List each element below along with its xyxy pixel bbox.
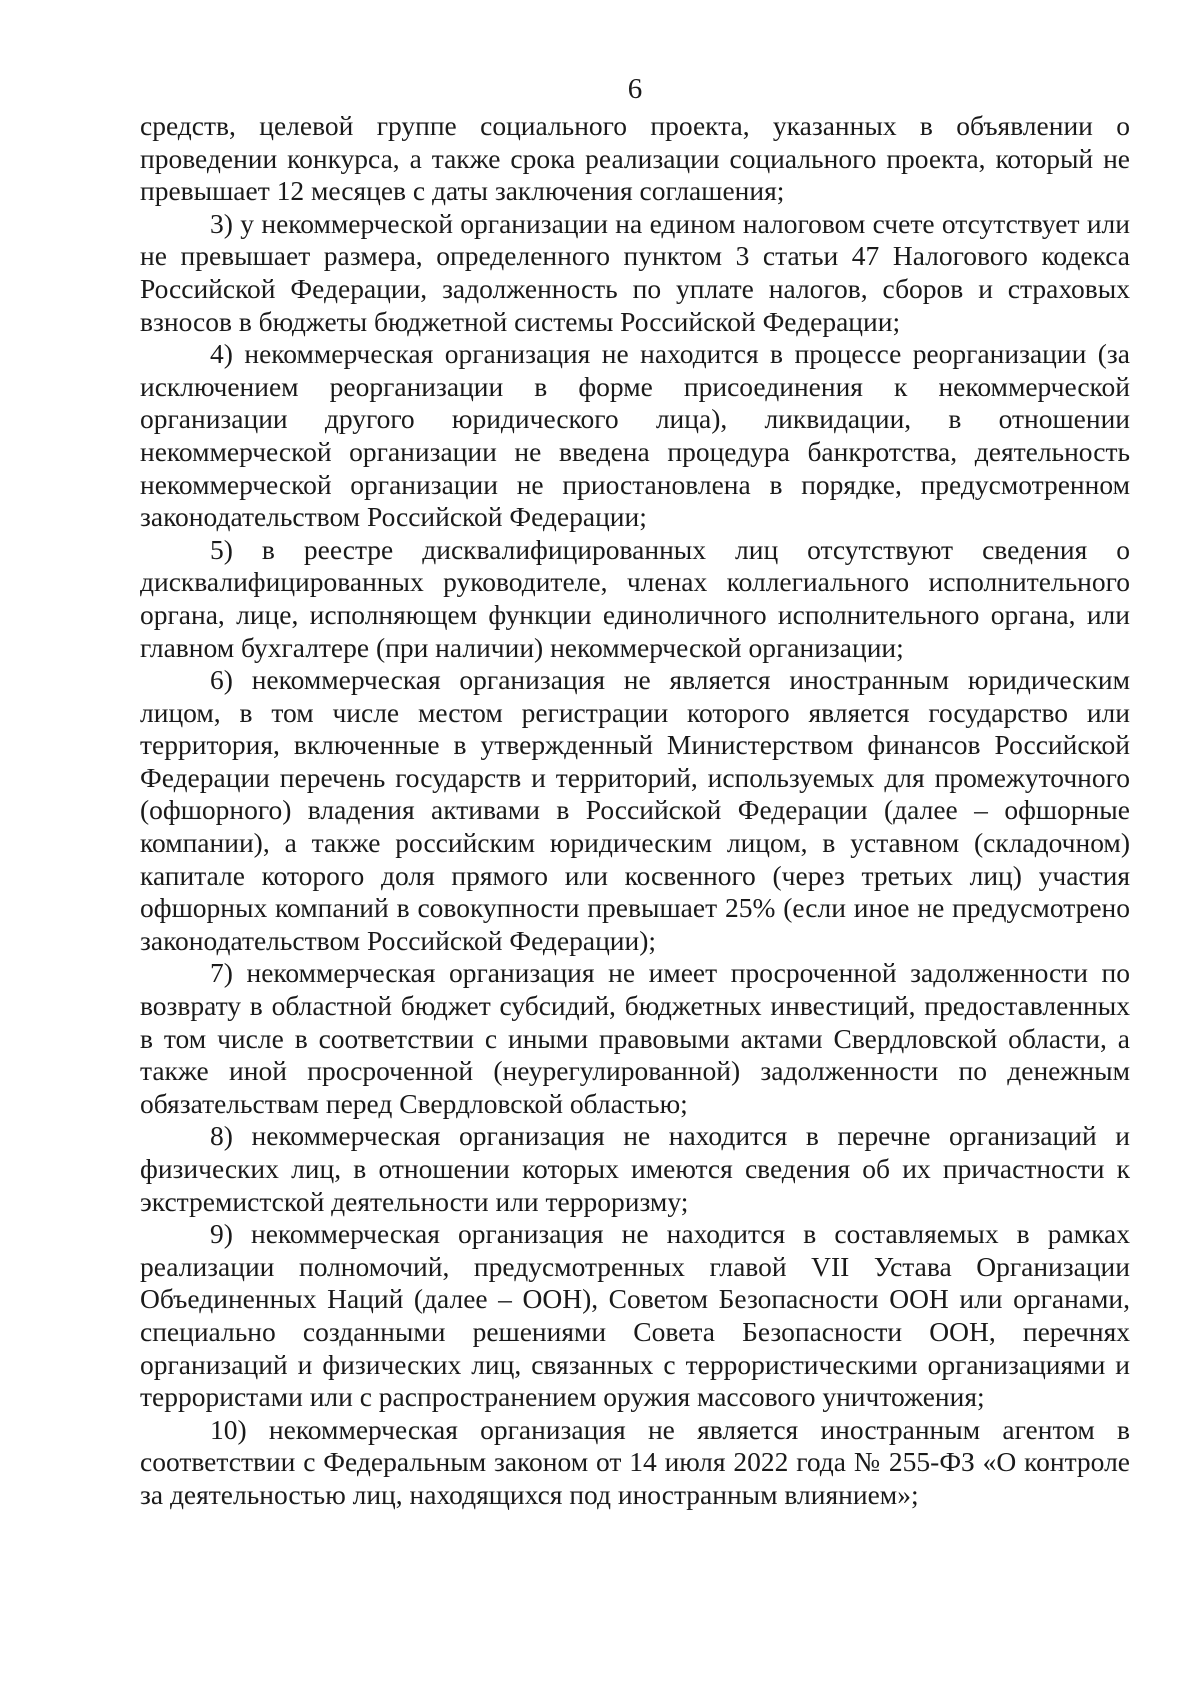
paragraph-item-3: 3) у некоммерческой организации на едином налоговом счете отсутствует или не превышает размера, определенного пунктом 3 статьи 47 Налогового кодекса Российской Федерации, задолженность по уплате налогов, сборов и страховых взносов в бюджеты бюджетной системы Российской Федерации; <box>140 207 1130 337</box>
page-number: 6 <box>627 73 643 105</box>
paragraph-item-7: 7) некоммерческая организация не имеет просроченной задолженности по возврату в областной бюджет субсидий, бюджетных инвестиций, предоставленных в том числе в соответствии с иными правовыми актами Свердловской области, а также иной просроченной (неурегулированной) задолженности по денежным обязательствам перед Свердловской областью; <box>140 957 1130 1119</box>
paragraph-continuation: средств, целевой группе социального проекта, указанных в объявлении о проведении конкурса, а также срока реализации социального проекта, который не превышает 12 месяцев с даты заключения соглашения; <box>140 110 1130 207</box>
paragraph-item-4: 4) некоммерческая организация не находится в процессе реорганизации (за исключением реорганизации в форме присоединения к некоммерческой организации другого юридического лица), ликвидации, в отношении некоммерческой организации не введена процедура банкротства, деятельность некоммерческой организации не приостановлена в порядке, предусмотренном законодательством Российской Федерации; <box>140 338 1130 533</box>
paragraph-item-6: 6) некоммерческая организация не является иностранным юридическим лицом, в том числе местом регистрации которого является государство или территория, включенные в утвержденный Министерством финансов Российской Федерации перечень государств и территорий, используемых для промежуточного (офшорного) владения активами в Российской Федерации (далее – офшорные компании), а также российским юридическим лицом, в уставном (складочном) капитале которого доля прямого или косвенного (через третьих лиц) участия офшорных компаний в совокупности превышает 25% (если иное не предусмотрено законодательством Российской Федерации); <box>140 664 1130 956</box>
document-body <box>140 110 1130 1512</box>
paragraph-item-8: 8) некоммерческая организация не находится в перечне организаций и физических лиц, в отношении которых имеются сведения об их причастности к экстремистской деятельности или терроризму; <box>140 1120 1130 1217</box>
paragraph-item-5: 5) в реестре дисквалифицированных лиц отсутствуют сведения о дисквалифицированных руководителе, членах коллегиального исполнительного органа, лице, исполняющем функции единоличного исполнительного органа, или главном бухгалтере (при наличии) некоммерческой организации; <box>140 533 1130 663</box>
paragraph-item-9: 9) некоммерческая организация не находится в составляемых в рамках реализации полномочий, предусмотренных главой VII Устава Организации Объединенных Наций (далее – ООН), Советом Безопасности ООН или органами, специально созданными решениями Совета Безопасности ООН, перечнях организаций и физических лиц, связанных с террористическими организациями и террористами или с распространением оружия массового уничтожения; <box>140 1218 1130 1413</box>
paragraph-item-10: 10) некоммерческая организация не является иностранным агентом в соответствии с Федеральным законом от 14 июля 2022 года № 255-ФЗ «О контроле за деятельностью лиц, находящихся под иностранным влиянием»; <box>140 1413 1130 1510</box>
